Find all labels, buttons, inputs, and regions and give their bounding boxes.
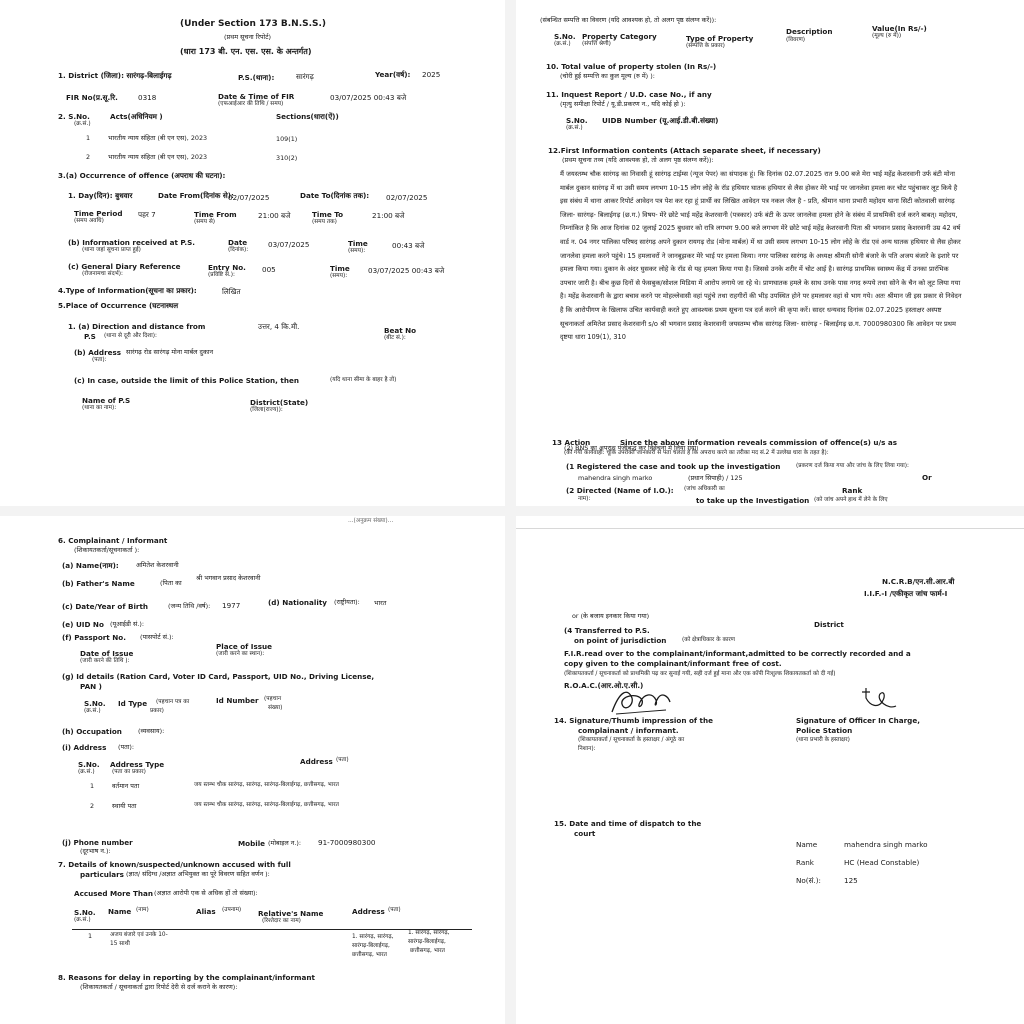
accused-sno-sub: (क्र.सं.) [74, 917, 91, 923]
property-sno: S.No. [554, 32, 576, 41]
section-11-sub: (मृत्यु समीक्षा रिपोर्ट / यू.डी.प्रकरण न., यदि कोई हो ): [560, 100, 686, 108]
received-time-label: Time [348, 239, 368, 248]
accused-sno: S.No. [74, 908, 96, 917]
id-type-sub-2: प्रकार) [150, 708, 164, 714]
accused-alias: Alias [196, 907, 216, 916]
officer-signature [854, 684, 904, 718]
district-label: 1. District (जिला): सारंगढ़-बिलाईगढ़ [58, 71, 172, 80]
address-row-2-addr: जय स्तम्भ चौक सारंगढ़, सारंगढ़, सारंगढ़-बिलाईगढ़, छत्तीसगढ़, भारत [194, 802, 339, 808]
datetime-value: 03/07/2025 00:43 बजे [330, 93, 407, 102]
section-12: 12.First Information contents (Attach separate sheet, if necessary) [548, 146, 821, 155]
property-description: Description [786, 27, 833, 36]
acts-sno-sub: (क्र.सं.) [74, 121, 91, 127]
accused-address: Address [352, 907, 385, 916]
datefrom-value: 02/07/2025 [228, 193, 270, 202]
section-13-1: (1 Registered the case and took up the investigation [566, 462, 781, 471]
id-type-sub: (पहचान पत्र का [156, 699, 190, 705]
section-13-2: (2 Directed (Name of I.O.): [566, 486, 674, 495]
address-label: (b) Address [74, 348, 122, 357]
address-type-sub: (पता का प्रकार) [112, 769, 146, 775]
contents-end: (2) BNS का अपराध पंजीबद्ध कर विवेचना में लिया गया। [564, 444, 699, 452]
act-row-2-section: 310(2) [276, 154, 298, 162]
id-details-label-2: PAN ) [80, 682, 102, 691]
ps-value: सारंगढ़ [296, 72, 314, 81]
address-row-2-type: स्थायी पता [112, 802, 137, 810]
accused-name: Name [108, 907, 132, 916]
passport-sub: (पासपोर्ट सं.): [140, 633, 174, 641]
datetime-sub: (एफआईआर की तिथि / समय) [218, 101, 284, 107]
section-13: 13 Action [552, 438, 591, 447]
section-14b: complainant / informant. [578, 726, 679, 735]
rank-label: Rank [842, 486, 863, 495]
section-13-text: Since the above information reveals commission of offence(s) u/s as [620, 438, 898, 447]
received-date-label: Date [228, 238, 248, 247]
section-12-sub: (प्रथम सूचना तथ्य (यदि आवश्यक हो, तो अलग पृष्ठ संलग्न करें)): [562, 156, 714, 164]
officer-signature-label: Signature of Officer In Charge, [796, 716, 920, 725]
sections-label: Sections(धारा(ऐं)) [276, 112, 339, 121]
gd-time-sub: (समय): [330, 273, 348, 279]
section-8: 8. Reasons for delay in reporting by the complainant/informant [58, 973, 315, 982]
accused-name-sub: (नाम) [136, 907, 149, 913]
occurrence-label: 3.(a) Occurrence of offence (अपराध की घटना): [58, 171, 226, 180]
subheading-hindi: (प्रथम सूचना रिपोर्ट) [224, 33, 271, 41]
district-label: District [814, 620, 844, 629]
occupation-sub: (व्यवसाय): [138, 727, 165, 735]
nameps-sub: (थाना का नाम): [82, 405, 117, 411]
accused-address-sub: (पता) [388, 907, 401, 913]
id-sno-sub: (क्र.सं.) [84, 708, 101, 714]
direction-ps: P.S [84, 332, 96, 341]
beat-label: Beat No [384, 326, 417, 335]
property-value-sub: (मूल्य (रु में)) [872, 33, 902, 39]
uidb-label: UIDB Number (यू.आई.डी.बी.संख्या) [602, 116, 719, 125]
ps-label: P.S.(थाना): [238, 73, 275, 82]
name-label: (a) Name(नाम): [62, 561, 119, 570]
received-date-sub: (दिनांक): [228, 247, 249, 253]
ncrb-label: N.C.R.B/एन.सी.आर.बी [882, 577, 955, 586]
section-6-sub: (शिकायतकर्ता/सूचनाकर्ता ): [74, 546, 140, 554]
nationality-label: (d) Nationality [268, 598, 327, 607]
accused-more-sub: (अज्ञात आरोपी एक से अधिक हों तो संख्या): [154, 889, 258, 897]
id-number: Id Number [216, 696, 259, 705]
received-sub: (थाना जहां सूचना प्राप्त हुई) [82, 247, 141, 253]
accused-alias-sub: (उपनाम) [222, 907, 242, 913]
section-13-1-sub: (प्रकरण दर्ज किया गया और जांच के लिए लिया गया): [796, 463, 909, 469]
name-value: अमितेश केशरवानी [136, 561, 179, 569]
accused-row-no: 1 [88, 932, 93, 940]
datefrom-label: Date From(दिनांक से): [158, 191, 234, 200]
issue-place-label: Place of Issue [216, 642, 273, 651]
dateto-label: Date To(दिनांक तक): [300, 191, 370, 200]
address-section-sub: (पता): [118, 743, 135, 751]
entry-value: 005 [262, 265, 276, 274]
type-label: 4.Type of Information(सूचना का प्रकार): [58, 286, 197, 295]
act-row-1-section: 109(1) [276, 135, 298, 143]
subheading-section: (धारा 173 बी. एन. एस. एस. के अन्तर्गत) [180, 47, 312, 56]
passport-label: (f) Passport No. [62, 633, 126, 642]
uidb-sno-sub: (क्र.सं.) [566, 125, 583, 131]
act-row-2-act: भारतीय न्याय संहिता (बी एन एस), 2023 [108, 153, 208, 161]
received-label: (b) Information received at P.S. [68, 238, 196, 247]
section-13-2-tail: to take up the Investigation [696, 496, 810, 505]
panel-gutter-horizontal [0, 506, 1024, 516]
section-15: 15. Date and time of dispatch to the [554, 819, 702, 828]
direction-value: उत्तर, 4 कि.मी. [258, 322, 300, 331]
section-7b: particulars [80, 870, 124, 879]
section-14: 14. Signature/Thumb impression of the [554, 716, 713, 725]
iif-label: I.I.F.-I /एकीकृत जांच फार्म-I [864, 589, 948, 598]
acts-sno: 2. S.No. [58, 112, 90, 121]
received-time-value: 00:43 बजे [392, 241, 425, 250]
phone-sub: (दूरभाष न.): [80, 847, 111, 855]
district-state-label: District(State) [250, 398, 309, 407]
section-8-sub: (शिकायतकर्ता / सूचनाकर्ता द्वारा रिपोर्ट देरी से दर्ज कराने के कारण): [80, 983, 238, 991]
section-7-sub: (ज्ञात/ संदिग्ध /अज्ञात अभियुक्त का पूरे विवरण सहित वर्णन ): [126, 870, 270, 878]
section-13-2-tail-sub: (को जांच अपने हाथ में लेने के लिए [814, 497, 888, 503]
dateto-value: 02/07/2025 [386, 193, 428, 202]
id-sno: S.No. [84, 699, 106, 708]
act-row-1-act: भारतीय न्याय संहिता (बी एन एस), 2023 [108, 134, 208, 142]
district-state-sub: (जिला(राज्य)): [250, 407, 283, 413]
mobile-value: 91-7000980300 [318, 838, 376, 847]
fir-page-1 [0, 0, 506, 506]
timefrom-value: 21:00 बजे [258, 211, 291, 220]
nationality-value: भारत [374, 599, 387, 607]
number-value: 125 [844, 876, 858, 885]
period-value: पहर 7 [138, 210, 156, 219]
io-name: mahendra singh marko [578, 474, 653, 482]
section-11: 11. Inquest Report / U.D. case No., if any [546, 90, 712, 99]
timeto-label: Time To [312, 210, 344, 219]
accused-row-name-2: 15 साथी [110, 941, 130, 947]
section-14-sub-2: निशान): [578, 746, 596, 752]
section-4: (4 Transferred to P.S. [564, 626, 650, 635]
fir-read-2: copy given to the complainant/informant free of cost. [564, 659, 782, 668]
timeto-sub: (समय तक) [312, 219, 337, 225]
direction-sub: (थाना से दूरी और दिशा): [104, 333, 157, 339]
section-13-2-name: नाम): [578, 496, 591, 502]
entry-label: Entry No. [208, 263, 246, 272]
id-number-sub-2: संख्या) [268, 705, 283, 711]
gd-time-value: 03/07/2025 00:43 बजे [368, 266, 445, 275]
section-7: 7. Details of known/suspected/unknown accused with full [58, 860, 291, 869]
section-4-sub: on point of jurisdiction [574, 636, 667, 645]
rank-label: Rank [796, 858, 814, 867]
act-row-1-no: 1 [86, 134, 91, 142]
top-edge-rule [516, 528, 1024, 529]
accused-row-address-b1: 1. सारंगढ़, सारंगढ़, [408, 930, 450, 936]
officer-signature-sub: (थाना प्रभारी के हस्ताक्षर) [796, 737, 850, 743]
section-14-sub: (शिकायतकर्ता / सूचनाकर्ता के हस्ताक्षर / अंगूठे का [578, 737, 685, 743]
father-label: (b) Father's Name [62, 579, 135, 588]
period-sub: (समय अवधि) [74, 218, 104, 224]
timefrom-label: Time From [194, 210, 237, 219]
fir-page-2 [516, 0, 1024, 506]
outside-sub: (यदि थाना सीमा के बाहर है तो) [330, 377, 397, 383]
or-label: Or [922, 473, 932, 482]
accused-relative: Relative's Name [258, 909, 324, 918]
address-value: सारंगढ़ रोड सारंगढ़ मोना मार्बल दुकान [126, 348, 214, 356]
io-rank: (प्रधान सिपाही) / 125 [688, 474, 743, 482]
id-number-sub: (पहचान [264, 696, 282, 702]
accused-row-address-b2: सारंगढ़-बिलाईगढ़, [408, 939, 446, 945]
dob-label: (c) Date/Year of Birth [62, 602, 149, 611]
address-row-1-addr: जय स्तम्भ चौक सारंगढ़, सारंगढ़, सारंगढ़-बिलाईगढ़, छत्तीसगढ़, भारत [194, 782, 339, 788]
address-column: Address [300, 757, 333, 766]
property-description-sub: (विवरण) [786, 37, 806, 43]
rank-value: HC (Head Constable) [844, 858, 920, 867]
heading: (Under Section 173 B.N.S.S.) [180, 19, 327, 29]
address-row-2-no: 2 [90, 802, 95, 810]
place-label: 5.Place of Occurrence (घटनास्थल [58, 301, 179, 310]
address-section-label: (i) Address [62, 743, 107, 752]
section-10: 10. Total value of property stolen (In Rs/-) [546, 62, 717, 71]
fir-read-sub: (शिकायतकर्ता / सूचनाकर्ता को प्राथमिकी पढ़ कर सुनाई गयी, सही दर्ज हुई माना और एक कॉपी निःशुल्क शिकायतकर्ता को दी गई) [564, 671, 836, 677]
uid-sub: (यूआईडी सं.): [110, 620, 144, 628]
gd-sub: (रोजनामचा संदर्भ): [82, 271, 123, 277]
direction-label: 1. (a) Direction and distance from [68, 322, 206, 331]
property-top-line: (संबन्धित सम्पत्ति का विवरण (यदि आवश्यक हो, तो अलग पृष्ठ संलग्न करें)): [540, 16, 717, 24]
gd-time-label: Time [330, 264, 350, 273]
dob-sub: (जन्म तिथि /वर्ष): [168, 602, 211, 610]
day-label: 1. Day(दिन): बुधवार [68, 191, 133, 200]
or-line: or (के बजाय इनकार किया गया) [572, 612, 650, 620]
property-sno-sub: (क्र.सं.) [554, 41, 571, 47]
section-4-sub-2: (को क्षेत्राधिकार के कारण [682, 637, 735, 643]
id-type: Id Type [118, 699, 148, 708]
id-details-label: (g) Id details (Ration Card, Voter ID Card, Passport, UID No., Driving License, [62, 672, 375, 681]
received-date-value: 03/07/2025 [268, 240, 310, 249]
father-sub: (पिता का [160, 579, 182, 587]
section-10-sub: (चोरी हुई सम्पत्ति का कुल मूल्य (रु में) ): [560, 72, 655, 80]
accused-more-label: Accused More Than [74, 889, 153, 898]
period-label: Time Period [74, 209, 123, 218]
datetime-label: Date & Time of FIR [218, 92, 295, 101]
accused-row-name: अजय बंजारे एवं उनके 10- [110, 932, 168, 938]
issue-date-label: Date of Issue [80, 649, 134, 658]
top-fragment: ...(अनुक्रम संख्या)... [348, 518, 394, 524]
gd-label: (c) General Diary Reference [68, 262, 181, 271]
fir-label: FIR No(प्र.सू.रि. [66, 93, 118, 102]
address-row-1-type: वर्तमान पता [112, 782, 140, 790]
year-label: Year(वर्ष): [375, 70, 411, 79]
entry-sub: (प्रविष्टि सं.): [208, 272, 235, 278]
property-type: Type of Property [686, 34, 754, 43]
uid-label: (e) UID No [62, 620, 104, 629]
dob-value: 1977 [222, 601, 241, 610]
type-value: लिखित [222, 287, 241, 296]
first-information-contents: मैं जयस्तम्भ चौक सारंगढ़ का निवासी हूं सारंगढ़ टाईम्स (न्यूज पेपर) का संपादक हूं। कि दिनांक 02.07.2025 रात 9.00 बजे मेरा भाई महेंद्र केशरवानी उर्फ बंटी मोना मार्बल दुकान सारंगढ़ में था उसी समय लगभग 10-15 लोग लोहे के रॉड हथियार घातक हथियार से लैस होकर मेरे भाई पर जानलेवा हमला कर चोट पहुंचाकर लूट किये है इस संबंध में थाना आकर रिपोर्ट आवेदन पत्र पेश कर रहा हूं प्रार्थी का लिखित आवेदन पत्र नकल जैल है - प्रति, श्रीमान थाना प्रभारी महोदय थाना सिटी कोतवाली सारंगढ़ जिला- सारंगढ़- बिलाईगढ़ (छ.ग.) विषय- मेरे छोटे भाई महेंद्र केशरवानी (पत्रकार) उर्फ बंटी के ऊपर जानलेवा हमला होने के संबंध में प्राथमिकी दर्ज करने बाबत्। महोदय, निम्नांकित है कि आज दिनांक 02 जुलाई 2025 बुधवार को रात्रि लगभग 9.00 बजे लगभग मेरे छोटे भाई महेंद्र केशरवानी पिता श्री भगवान प्रसाद केशरवानी उम्र 42 वर्ष वार्ड न. 04 नगर पालिका परिषद सारंगढ़ अपने दुकान रायगढ़ रोड (मोना मार्बल) में था उसी समय लगभग 10-15 लोग लोहे के रॉड एवं अन्य घातक हथियार से लैस होकर जानलेवा हमला करने पहुंचे। 15 हमलावरों ने जानबूझकर मेरे भाई पर हमला किया। नगर पालिका सारंगढ़ के अध्यक्ष श्रीमती सोनी बंजारे के पति अजय बंजारे के इशारे पर हमला किया गया। दुकान के अंदर घुसकर लोहे के रॉड से यह हमला किया गया है। जिससे उनके शरीर में चोट आई है। सारंगढ़ प्राथमिक स्वास्थ्य केंद्र में उनका प्रारंभिक उपचार जारी है। बीच कुछ दिनों से फेसबुक/सोशल मिडिया में आरोप लगाये जा रहे थे। प्राणघातक हमले के साथ उनके पास नगद रूपये तथा सोने के चैन को लूट लिया गया है। महेंद्र केशरवानी के द्वारा बचाव करने पर मोहल्लेवासी वहां पहुंचे तथा राहगीरों की भीड़ उपस्थित होने पर हमलावर वहां से भाग गये। अतः श्रीमान जी इस प्रकार से निवेदन है कि आरोपीगण के खिलाफ उचित कार्यवाही करते हुए आवश्यक प्रथम सूचना पत्र दर्ज करने की कृपा करें। सादर धन्यवाद दिनांक 02.07.2025 हस्ताक्षर अस्पष्ट सूचनाकर्ता अमितेश प्रसाद केशरवानी s/o श्री भगवान प्रसाद केशरवानी जयस्तम्भ चौक सारंगढ़ जिला- सारंगढ़ - बिलाईगढ़ छ.ग. 7000980300 कि आवेदन पर प्रथम दृष्टया धारा 109(1), 310 [560, 170, 962, 342]
address-sub: (पता): [92, 357, 107, 363]
outside-label: (c) In case, outside the limit of this Police Station, then [74, 376, 299, 385]
name-value: mahendra singh marko [844, 840, 928, 849]
mobile-sub: (मोबाइल न.): [268, 839, 302, 847]
roac-label: R.O.A.C.(आर.ओ.ए.सी.) [564, 681, 644, 690]
issue-date-sub: (जारी करने की तिथि ): [80, 658, 130, 664]
fir-read: F.I.R.read over to the complainant/informant,admitted to be correctly recorded and a [564, 649, 911, 658]
accused-relative-sub: (रिश्तेदार का नाम) [262, 918, 301, 924]
accused-row-address-a3: छत्तीसगढ़, भारत [352, 952, 387, 958]
property-value: Value(In Rs/-) [872, 24, 927, 33]
phone-label: (j) Phone number [62, 838, 133, 847]
complainant-signature [606, 684, 676, 718]
fir-page-3 [0, 516, 505, 1024]
acts-label: Acts(अधिनियम ) [110, 112, 163, 121]
address-row-1-no: 1 [90, 782, 95, 790]
section-15b: court [574, 829, 596, 838]
section-13-sub: (की गयी कार्यवाही: चूंकि उपरोक्त जानकारी से पता चलता है कि अपराध करने का तरीका मद सं.2 में उल्लेख धारा के तहत है): [564, 450, 829, 456]
address-sno-sub: (क्र.सं.) [78, 769, 95, 775]
father-value: श्री भगवान प्रसाद केशरवानी [196, 574, 261, 582]
address-sno: S.No. [78, 760, 100, 769]
property-type-sub: (सम्पत्ति के प्रकार) [686, 43, 725, 49]
property-category-sub: (संपत्ति श्रेणी) [582, 41, 611, 47]
timefrom-sub: (समय से) [194, 219, 216, 225]
address-column-sub: (पता) [336, 757, 349, 763]
received-time-sub: (समय): [348, 248, 366, 254]
issue-place-sub: (जारी करने का स्थान): [216, 651, 265, 657]
year-value: 2025 [422, 70, 441, 79]
officer-signature-label-2: Police Station [796, 726, 853, 735]
accused-row-address-a2: सारंगढ़-बिलाईगढ़, [352, 943, 390, 949]
nameps-label: Name of P.S [82, 396, 131, 405]
act-row-2-no: 2 [86, 153, 91, 161]
mobile-label: Mobile [238, 839, 266, 848]
accused-row-address-a1: 1. सारंगढ़, सारंगढ़, [352, 934, 394, 940]
section-13-2-sub: (जांच अधिकारी का [684, 486, 725, 492]
timeto-value: 21:00 बजे [372, 211, 405, 220]
occupation-label: (h) Occupation [62, 727, 122, 736]
section-6: 6. Complainant / Informant [58, 536, 168, 545]
beat-sub: (बीट सं.): [384, 335, 406, 341]
nationality-sub: (राष्ट्रीयता): [334, 598, 360, 606]
uidb-sno: S.No. [566, 116, 588, 125]
fir-value: 0318 [138, 93, 157, 102]
fir-page-4 [516, 516, 1024, 1024]
property-category: Property Category [582, 32, 657, 41]
accused-row-address-b3: छत्तीसगढ़, भारत [410, 948, 445, 954]
number-label: No(सं.): [796, 876, 821, 885]
name-label: Name [796, 840, 818, 849]
address-type: Address Type [110, 760, 165, 769]
